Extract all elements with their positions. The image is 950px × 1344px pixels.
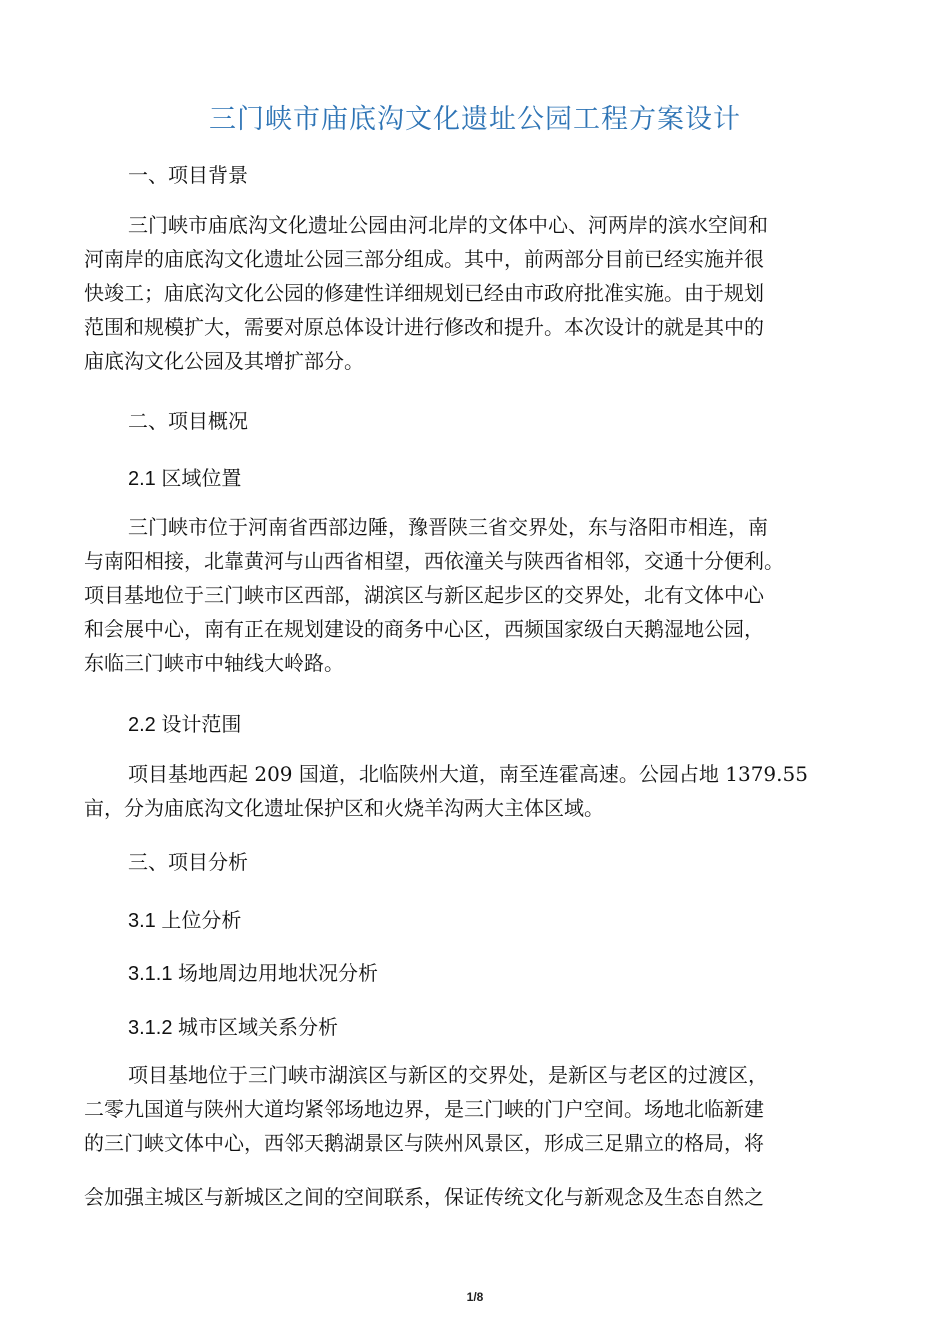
section-heading-analysis: 三、项目分析 bbox=[128, 850, 248, 874]
paragraph-location bbox=[84, 510, 844, 680]
paragraph-background bbox=[84, 208, 844, 378]
paragraph-scope bbox=[84, 757, 844, 825]
paragraph-line: 河南岸的庙底沟文化遗址公园三部分组成。其中，前两部分目前已经实施并很 bbox=[84, 247, 764, 271]
page-indicator: 1/8 bbox=[466, 1290, 484, 1304]
paragraph-urban-relations-continued bbox=[84, 1180, 844, 1214]
section-heading-background: 一、项目背景 bbox=[128, 163, 248, 187]
subsection-heading-upper-analysis: 3.1 上位分析 bbox=[128, 910, 242, 932]
subsection-heading-surrounding-land: 3.1.1 场地周边用地状况分析 bbox=[128, 963, 379, 985]
paragraph-line: 与南阳相接，北靠黄河与山西省相望，西依潼关与陕西省相邻，交通十分便利。 bbox=[84, 549, 784, 573]
paragraph-line: 会加强主城区与新城区之间的空间联系，保证传统文化与新观念及生态自然之 bbox=[84, 1185, 764, 1209]
paragraph-urban-relations bbox=[84, 1058, 844, 1160]
paragraph-line: 亩，分为庙底沟文化遗址保护区和火烧羊沟两大主体区域。 bbox=[84, 796, 604, 820]
paragraph-line: 范围和规模扩大，需要对原总体设计进行修改和提升。本次设计的就是其中的 bbox=[84, 315, 764, 339]
paragraph-line: 三门峡市位于河南省西部边陲，豫晋陕三省交界处，东与洛阳市相连，南 bbox=[128, 515, 768, 539]
subsection-heading-scope: 2.2 设计范围 bbox=[128, 714, 242, 736]
paragraph-line: 快竣工；庙底沟文化公园的修建性详细规划已经由市政府批准实施。由于规划 bbox=[84, 281, 764, 305]
paragraph-line: 三门峡市庙底沟文化遗址公园由河北岸的文体中心、河两岸的滨水空间和 bbox=[128, 213, 768, 237]
subsection-heading-location: 2.1 区域位置 bbox=[128, 468, 242, 490]
document-title: 三门峡市庙底沟文化遗址公园工程方案设计 bbox=[209, 104, 741, 135]
subsection-heading-urban-relations: 3.1.2 城市区域关系分析 bbox=[128, 1017, 339, 1039]
section-heading-overview: 二、项目概况 bbox=[128, 409, 248, 433]
paragraph-line: 二零九国道与陕州大道均紧邻场地边界，是三门峡的门户空间。场地北临新建 bbox=[84, 1097, 764, 1121]
paragraph-line: 项目基地位于三门峡市区西部，湖滨区与新区起步区的交界处，北有文体中心 bbox=[84, 583, 764, 607]
paragraph-line: 和会展中心，南有正在规划建设的商务中心区，西频国家级白天鹅湿地公园， bbox=[84, 617, 764, 641]
paragraph-line: 庙底沟文化公园及其增扩部分。 bbox=[84, 349, 364, 373]
paragraph-line: 的三门峡文体中心，西邻天鹅湖景区与陕州风景区，形成三足鼎立的格局，将 bbox=[84, 1131, 764, 1155]
paragraph-line: 东临三门峡市中轴线大岭路。 bbox=[84, 651, 344, 675]
paragraph-line: 项目基地位于三门峡市湖滨区与新区的交界处，是新区与老区的过渡区， bbox=[128, 1063, 768, 1087]
paragraph-line: 项目基地西起 209 国道，北临陕州大道，南至连霍高速。公园占地 1379.55 bbox=[128, 762, 808, 786]
